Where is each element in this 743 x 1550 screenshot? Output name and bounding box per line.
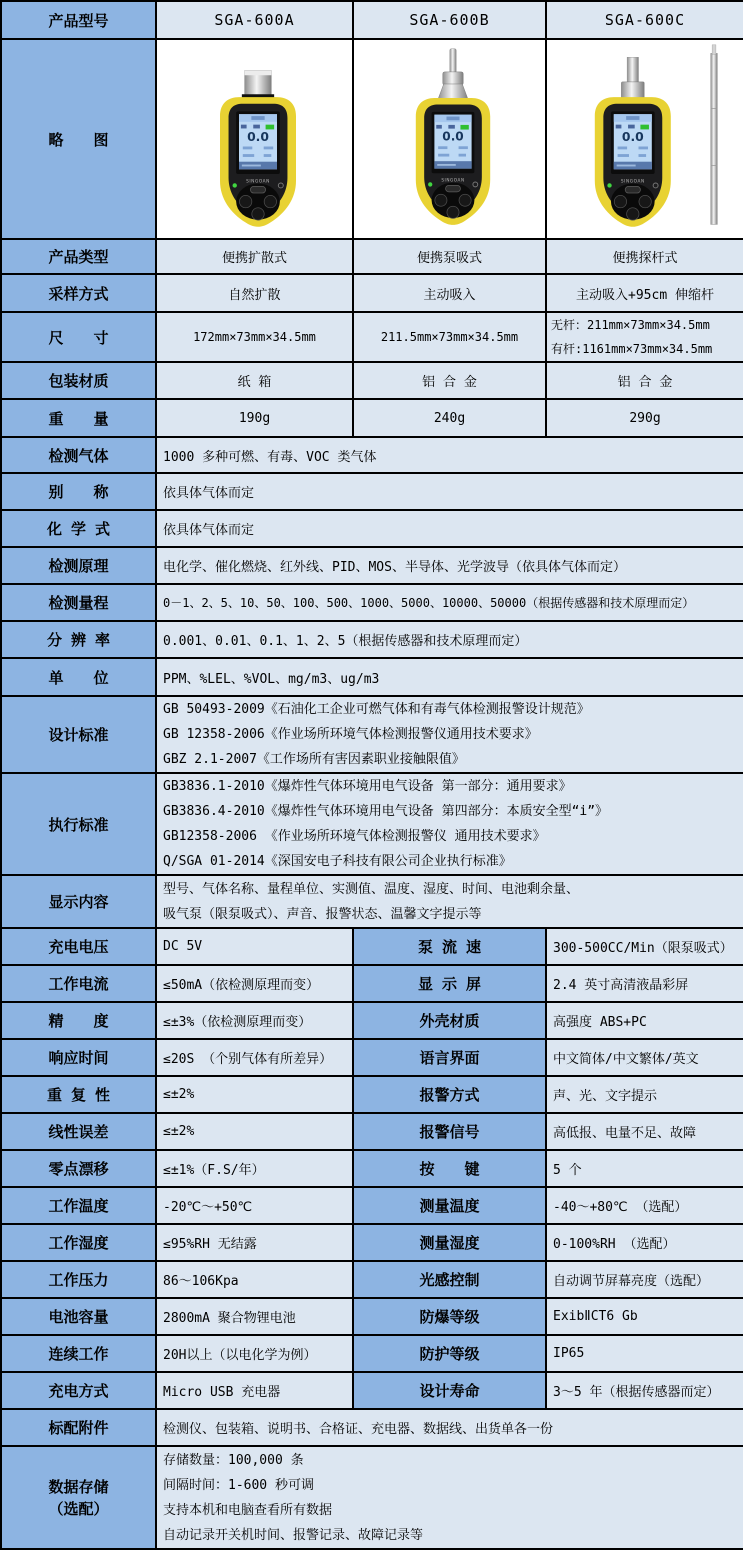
explosion-proof-value: ExibⅡCT6 Gb: [546, 1298, 743, 1335]
row-label: 检测气体: [1, 437, 156, 473]
data-storage-label-optional: （选配）: [48, 1499, 109, 1518]
row-continuous-work-protection-level: [1, 1335, 743, 1372]
working-pressure-value: 86～106Kpa: [156, 1261, 353, 1298]
language-value: 中文简体/中文繁体/英文: [546, 1039, 743, 1076]
row-label: 尺 寸: [1, 312, 156, 362]
row-unit: [1, 658, 743, 696]
row-alias: [1, 473, 743, 510]
alias-value: 依具体气体而定: [156, 473, 743, 510]
dimensions-c-with-rod: 有杆:1161mm×73mm×34.5mm: [551, 342, 713, 356]
row-accuracy-shell-material: [1, 1002, 743, 1039]
row-label: 外壳材质: [353, 1002, 546, 1039]
working-current-value: ≤50mA（依检测原理而变）: [156, 965, 353, 1002]
row-working-humidity-measuring-humidity: [1, 1224, 743, 1261]
dimensions-c-no-rod: 无杆：211mm×73mm×34.5mm: [551, 318, 710, 332]
display-content-value: [156, 875, 743, 928]
product-type-c: 便携探杆式: [546, 239, 743, 274]
weight-b: 240g: [353, 399, 546, 437]
response-time-value: ≤20S （个别气体有所差异）: [156, 1039, 353, 1076]
row-label: [1, 1446, 156, 1549]
row-executive-standards: [1, 773, 743, 875]
row-label: 充电电压: [1, 928, 156, 965]
row-label: 充电方式: [1, 1372, 156, 1409]
row-battery-explosion-proof: [1, 1298, 743, 1335]
row-working-current-display-screen: [1, 965, 743, 1002]
data-storage-line: 间隔时间：1-600 秒可调: [163, 1477, 314, 1493]
row-packaging: [1, 362, 743, 399]
weight-a: 190g: [156, 399, 353, 437]
row-sketch: [1, 39, 743, 239]
packaging-a: 纸 箱: [156, 362, 353, 399]
row-resolution: [1, 621, 743, 658]
executive-standard-line: GB3836.4-2010《爆炸性气体环境用电气设备 第四部分：本质安全型“i”》: [163, 804, 609, 819]
resolution-value: 0.001、0.01、0.1、1、2、5（根据传感器和技术原理而定）: [156, 621, 743, 658]
row-charging-method-design-life: [1, 1372, 743, 1409]
data-storage-value: [156, 1446, 743, 1549]
row-linearity-alarm-signal: [1, 1113, 743, 1150]
row-label: 工作湿度: [1, 1224, 156, 1261]
data-storage-line: 自动记录开关机时间、报警记录、故障记录等: [163, 1527, 424, 1543]
row-label: 工作电流: [1, 965, 156, 1002]
sketch-label: 略 图: [1, 39, 156, 239]
row-label: 防爆等级: [353, 1298, 546, 1335]
packaging-c: 铝 合 金: [546, 362, 743, 399]
executive-standard-line: Q/SGA 01-2014《深国安电子科技有限公司企业执行标准》: [163, 854, 512, 869]
row-detection-principle: [1, 547, 743, 584]
row-label: 连续工作: [1, 1335, 156, 1372]
row-label: 包装材质: [1, 362, 156, 399]
model-header-label: 产品型号: [1, 1, 156, 39]
row-label: 响应时间: [1, 1039, 156, 1076]
alarm-mode-value: 声、光、文字提示: [546, 1076, 743, 1113]
row-label: 别 称: [1, 473, 156, 510]
detected-gas-value: 1000 多种可燃、有毒、VOC 类气体: [156, 437, 743, 473]
row-chemical-formula: [1, 510, 743, 547]
weight-c: 290g: [546, 399, 743, 437]
detection-principle-value: 电化学、催化燃烧、红外线、PID、MOS、半导体、光学波导（依具体气体而定）: [156, 547, 743, 584]
sampling-b: 主动吸入: [353, 274, 546, 312]
design-standard-line: GB 12358-2006《作业场所环境气体检测报警仪通用技术要求》: [163, 727, 538, 742]
brand-label-c: SINGOAN: [620, 179, 645, 185]
row-model-header: [1, 1, 743, 39]
row-label: 测量湿度: [353, 1224, 546, 1261]
data-storage-label: 数据存储: [48, 1477, 109, 1496]
row-repeatability-alarm-mode: [1, 1076, 743, 1113]
product-type-a: 便携扩散式: [156, 239, 353, 274]
design-standards-value: [156, 696, 743, 773]
row-label: 报警信号: [353, 1113, 546, 1150]
row-label: 零点漂移: [1, 1150, 156, 1187]
row-label: 测量温度: [353, 1187, 546, 1224]
product-image-sga-600a: [163, 40, 353, 234]
row-label: 工作压力: [1, 1261, 156, 1298]
detection-range-value: 0－1、2、5、10、50、100、500、1000、5000、10000、50000（根据传感器和技术原理而定）: [156, 584, 743, 621]
dimensions-b: 211.5mm×73mm×34.5mm: [353, 312, 546, 362]
executive-standards-value: [156, 773, 743, 875]
zero-drift-value: ≤±1%（F.S/年）: [156, 1150, 353, 1187]
row-label: 执行标准: [1, 773, 156, 875]
design-standard-line: GB 50493-2009《石油化工企业可燃气体和有毒气体检测报警设计规范》: [163, 702, 590, 717]
telescopic-rod: [711, 45, 718, 225]
row-label: 按 键: [353, 1150, 546, 1187]
buttons-value: 5 个: [546, 1150, 743, 1187]
linearity-value: ≤±2%: [156, 1113, 353, 1150]
product-type-b: 便携泵吸式: [353, 239, 546, 274]
row-detected-gas: [1, 437, 743, 473]
light-control-value: 自动调节屏幕亮度（选配）: [546, 1261, 743, 1298]
product-image-cell-c: [546, 39, 743, 239]
sampling-c: 主动吸入+95cm 伸缩杆: [546, 274, 743, 312]
row-label: 重 复 性: [1, 1076, 156, 1113]
accuracy-value: ≤±3%（依检测原理而变）: [156, 1002, 353, 1039]
brand-label-a: SINGOAN: [246, 179, 270, 185]
chemical-formula-value: 依具体气体而定: [156, 510, 743, 547]
dimensions-c: [546, 312, 743, 362]
design-standard-line: GBZ 2.1-2007《工作场所有害因素职业接触限值》: [163, 752, 465, 767]
executive-standard-line: GB12358-2006 《作业场所环境气体检测报警仪 通用技术要求》: [163, 829, 546, 844]
model-name-c: SGA-600C: [546, 1, 743, 39]
row-label: 防护等级: [353, 1335, 546, 1372]
row-label: 线性误差: [1, 1113, 156, 1150]
screen-reading-a: 0.0: [247, 129, 269, 144]
row-label: 检测原理: [1, 547, 156, 584]
row-product-type: [1, 239, 743, 274]
row-display-content: [1, 875, 743, 928]
row-label: 泵 流 速: [353, 928, 546, 965]
accessories-value: 检测仪、包装箱、说明书、合格证、充电器、数据线、出货单各一份: [156, 1409, 743, 1446]
battery-capacity-value: 2800mA 聚合物锂电池: [156, 1298, 353, 1335]
data-storage-line: 存储数量：100,000 条: [163, 1452, 304, 1468]
row-label: 产品类型: [1, 239, 156, 274]
row-accessories: [1, 1409, 743, 1446]
charging-method-value: Micro USB 充电器: [156, 1372, 353, 1409]
protection-level-value: IP65: [546, 1335, 743, 1372]
dimensions-a: 172mm×73mm×34.5mm: [156, 312, 353, 362]
product-image-sga-600c: [553, 40, 743, 234]
pump-flow-value: 300-500CC/Min（限泵吸式）: [546, 928, 743, 965]
row-label: 设计标准: [1, 696, 156, 773]
model-name-b: SGA-600B: [353, 1, 546, 39]
executive-standard-line: GB3836.1-2010《爆炸性气体环境用电气设备 第一部分：通用要求》: [163, 779, 572, 794]
data-storage-line: 支持本机和电脑查看所有数据: [163, 1502, 333, 1518]
working-humidity-value: ≤95%RH 无结露: [156, 1224, 353, 1261]
row-label: 电池容量: [1, 1298, 156, 1335]
row-label: 语言界面: [353, 1039, 546, 1076]
row-response-time-language: [1, 1039, 743, 1076]
row-label: 标配附件: [1, 1409, 156, 1446]
row-zero-drift-buttons: [1, 1150, 743, 1187]
product-image-cell-b: [353, 39, 546, 239]
row-working-temp-measuring-temp: [1, 1187, 743, 1224]
alarm-signal-value: 高低报、电量不足、故障: [546, 1113, 743, 1150]
row-detection-range: [1, 584, 743, 621]
row-label: 分 辨 率: [1, 621, 156, 658]
row-sampling-method: [1, 274, 743, 312]
screen-reading-b: 0.0: [442, 129, 464, 144]
row-label: 单 位: [1, 658, 156, 696]
display-screen-value: 2.4 英寸高清液晶彩屏: [546, 965, 743, 1002]
model-name-a: SGA-600A: [156, 1, 353, 39]
design-life-value: 3～5 年（根据传感器而定）: [546, 1372, 743, 1409]
brand-label-b: SINGOAN: [441, 177, 465, 183]
row-label: 化 学 式: [1, 510, 156, 547]
row-label: 显示内容: [1, 875, 156, 928]
row-data-storage: [1, 1446, 743, 1549]
measuring-humidity-value: 0-100%RH （选配）: [546, 1224, 743, 1261]
row-label: 报警方式: [353, 1076, 546, 1113]
working-temp-value: -20℃～+50℃: [156, 1187, 353, 1224]
sampling-a: 自然扩散: [156, 274, 353, 312]
row-label: 重 量: [1, 399, 156, 437]
row-label: 采样方式: [1, 274, 156, 312]
shell-material-value: 高强度 ABS+PC: [546, 1002, 743, 1039]
row-label: 光感控制: [353, 1261, 546, 1298]
product-image-sga-600b: [360, 40, 546, 234]
charging-voltage-value: DC 5V: [156, 928, 353, 965]
repeatability-value: ≤±2%: [156, 1076, 353, 1113]
display-content-line: 型号、气体名称、量程单位、实测值、温度、湿度、时间、电池剩余量、: [163, 881, 580, 897]
row-charging-voltage-pump-flow: [1, 928, 743, 965]
row-label: 设计寿命: [353, 1372, 546, 1409]
row-label: 精 度: [1, 1002, 156, 1039]
screen-reading-c: 0.0: [621, 129, 644, 144]
row-label: 显 示 屏: [353, 965, 546, 1002]
packaging-b: 铝 合 金: [353, 362, 546, 399]
row-label: 检测量程: [1, 584, 156, 621]
measuring-temp-value: -40～+80℃ （选配）: [546, 1187, 743, 1224]
row-dimensions: [1, 312, 743, 362]
unit-value: PPM、%LEL、%VOL、mg/m3、ug/m3: [156, 658, 743, 696]
row-label: 工作温度: [1, 1187, 156, 1224]
display-content-line: 吸气泵（限泵吸式）、声音、报警状态、温馨文字提示等: [163, 906, 482, 922]
product-image-cell-a: [156, 39, 353, 239]
continuous-work-value: 20H以上（以电化学为例）: [156, 1335, 353, 1372]
row-design-standards: [1, 696, 743, 773]
row-working-pressure-light-control: [1, 1261, 743, 1298]
row-weight: [1, 399, 743, 437]
